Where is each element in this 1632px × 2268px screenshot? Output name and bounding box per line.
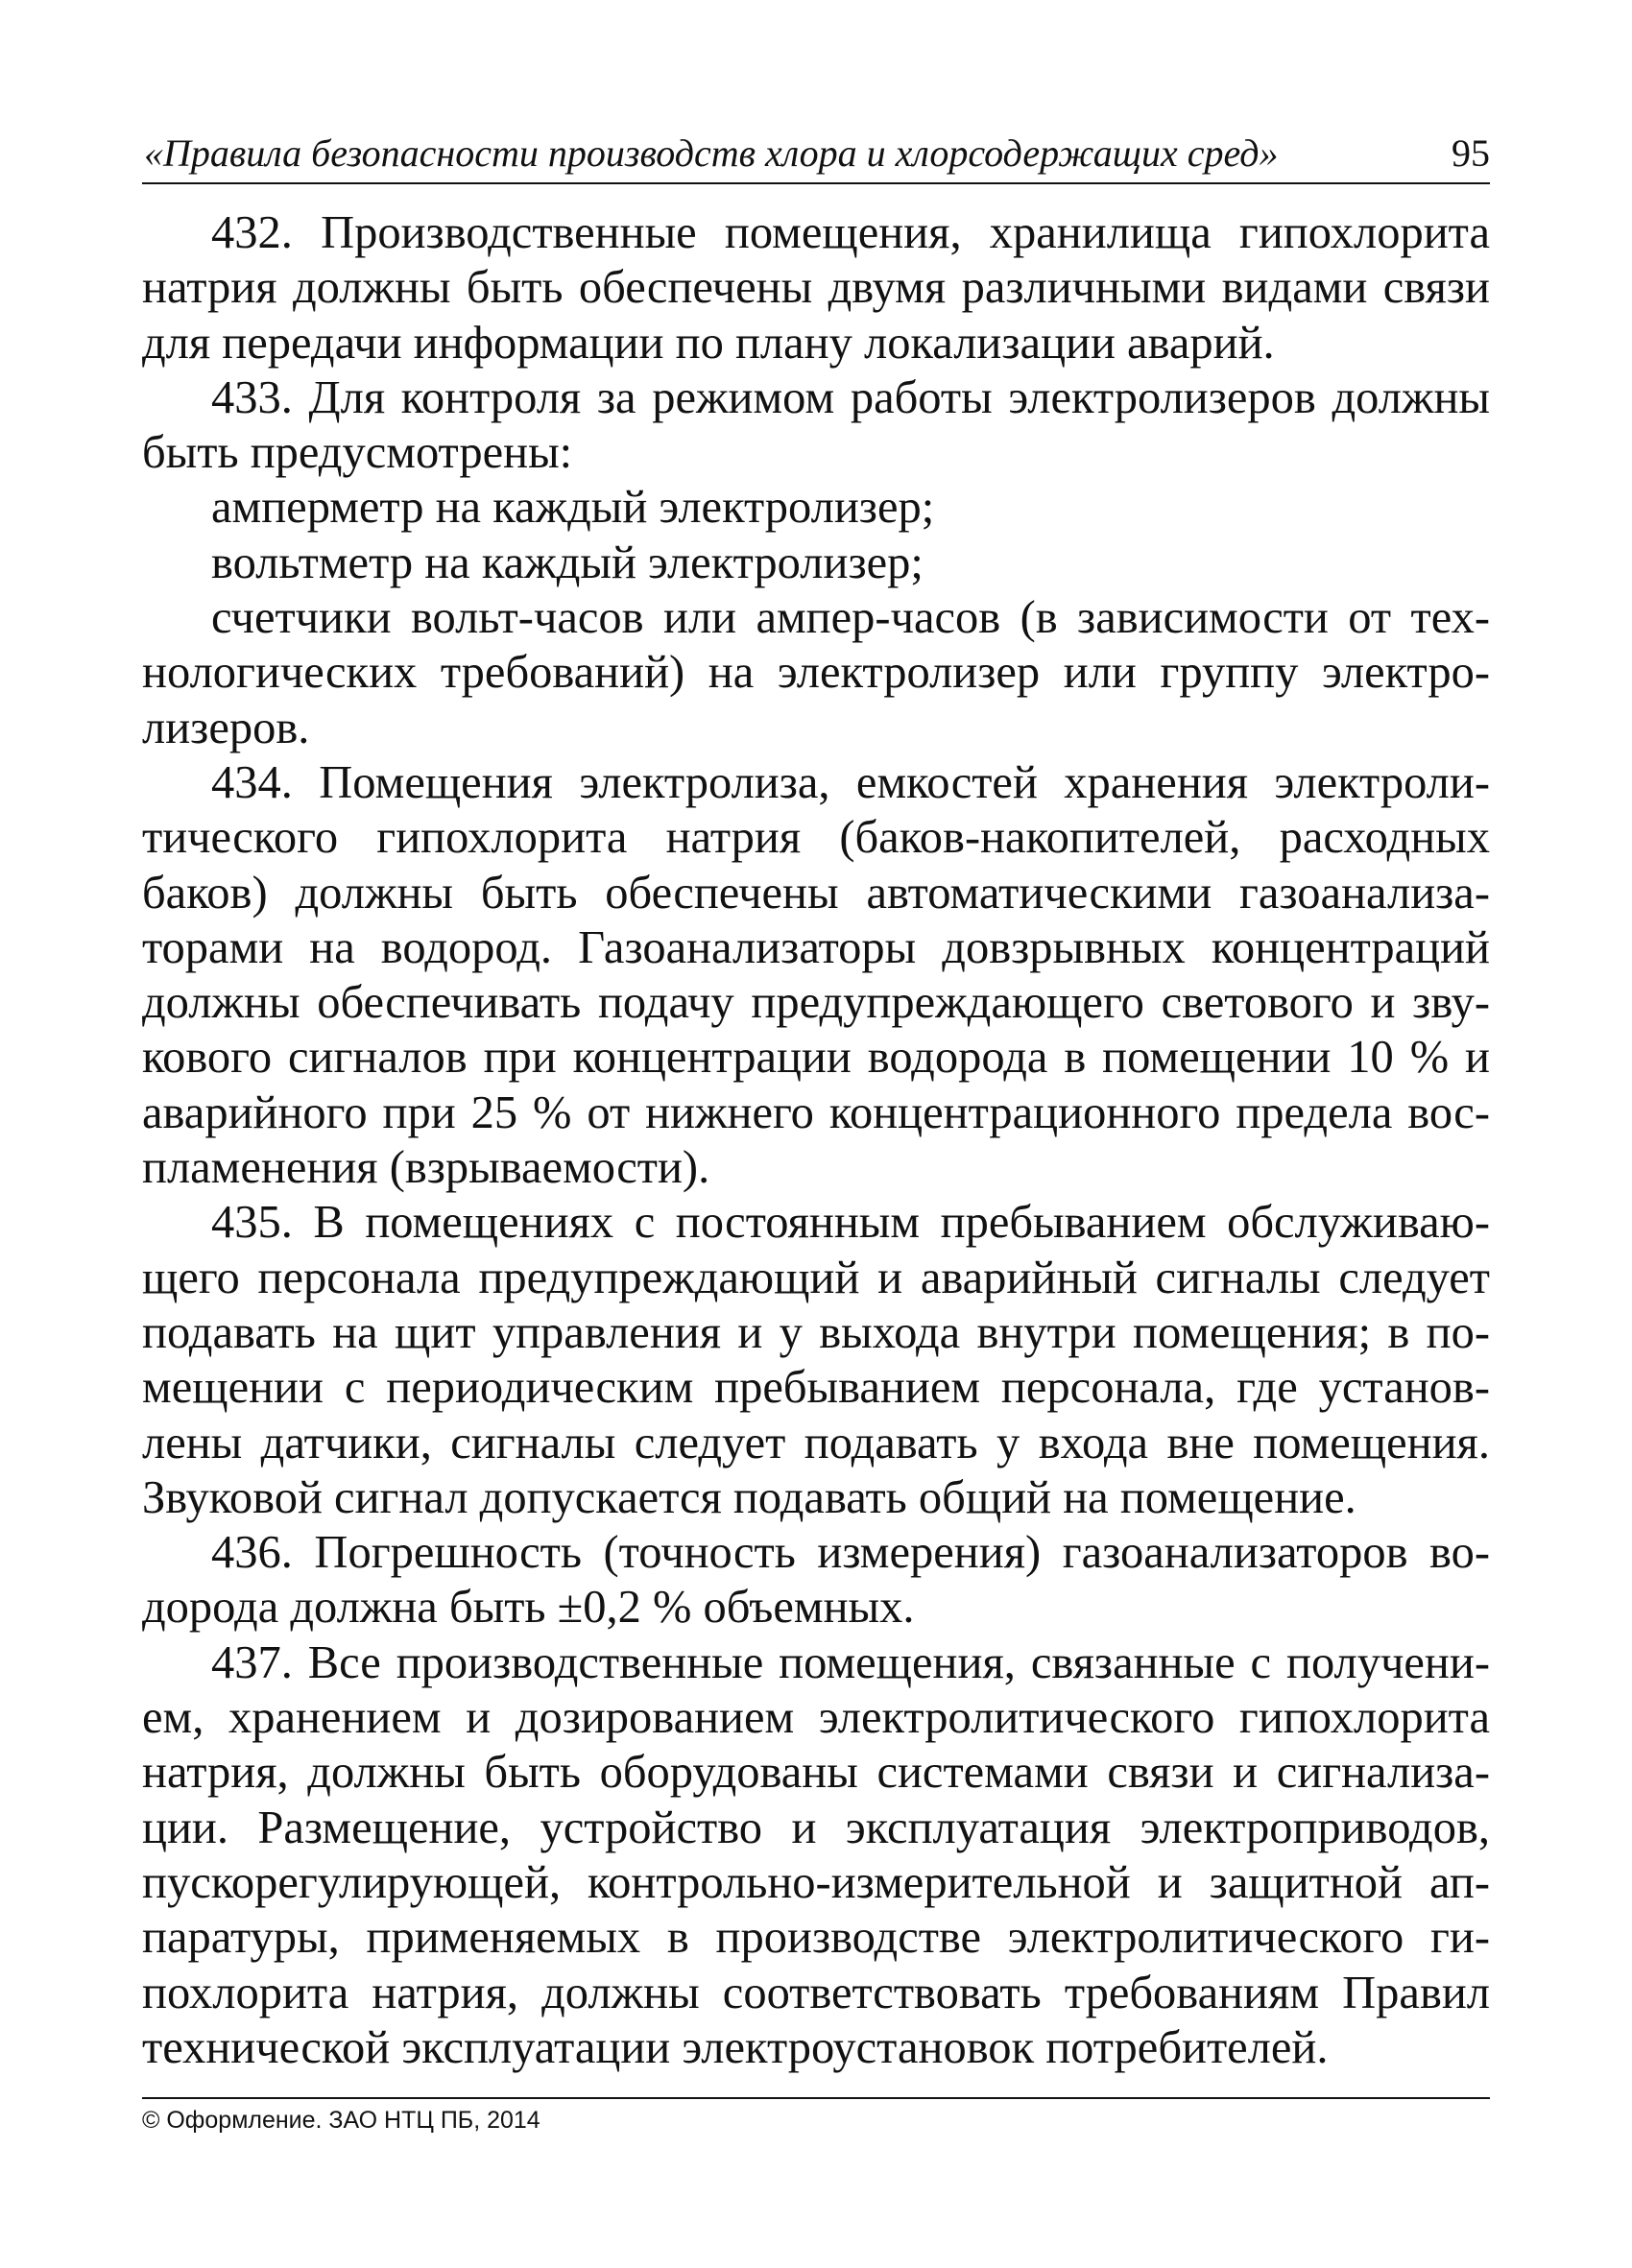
paragraph-437: 437. Все производственные помещения, связанные с получением, хранением и дозированием электролитического гипохлорита натрия, должны быть оборудованы системами связи и сигнализации. Размещение, устройство и эксплуатация электроприводов, пускорегулирующей, контрольно-измерительной и защитной аппаратуры, применяемых в производстве электролитического гипохлорита натрия, должны соответствовать требованиям Правил технической эксплуатации электроустановок потребителей. — [142, 1636, 1490, 2073]
paragraph-435: 435. В помещениях с постоянным пребыванием обслуживающего персонала предупреждающий и аварийный сигналы следует подавать на щит управления и у выхода внутри помещения; в помещении с периодическим пребыванием персонала, где установлены датчики, сигналы следует подавать у входа вне помещения. Звуковой сигнал допускается подавать общий на помещение. — [142, 1197, 1490, 1523]
page-number: 95 — [1452, 131, 1490, 175]
paragraph-432: 432. Производственные помещения, хранилища гипохлорита натрия должны быть обеспечены двумя различными видами связи для передачи информации по плану локализации аварий. — [142, 207, 1490, 369]
paragraph-434: 434. Помещения электролиза, емкостей хранения электролитического гипохлорита натрия (баков-накопителей, расходных баков) должны быть обеспечены автоматическими газоанализаторами на водород. Газоанализаторы довзрывных концентраций должны обеспечивать подачу предупреждающего светового и звукового сигналов при концентрации водорода в помещении 10 % и аварийного при 25 % от нижнего концентрационного предела воспламенения (взрываемости). — [142, 756, 1490, 1194]
running-header — [142, 123, 1490, 184]
copyright-footer: © Оформление. ЗАО НТЦ ПБ, 2014 — [142, 2107, 540, 2134]
list-item-voltmeter: вольтметр на каждый электролизер; — [211, 537, 924, 588]
body-text — [142, 205, 1490, 2075]
list-item-counters: счетчики вольт-часов или ампер-часов (в зависимости от технологических требований) на электролизер или группу электролизеров. — [142, 592, 1490, 753]
list-item-ammeter: амперметр на каждый электролизер; — [211, 482, 935, 534]
running-title: «Правила безопасности производств хлора и хлорсодержащих сред» — [144, 131, 1279, 175]
paragraph-436: 436. Погрешность (точность измерения) газоанализаторов водорода должна быть ±0,2 % объемных. — [142, 1527, 1490, 1634]
footer-divider — [142, 2097, 1490, 2099]
paragraph-433: 433. Для контроля за режимом работы электролизеров должны быть предусмотрены: — [142, 371, 1490, 479]
document-page — [142, 0, 1490, 2268]
